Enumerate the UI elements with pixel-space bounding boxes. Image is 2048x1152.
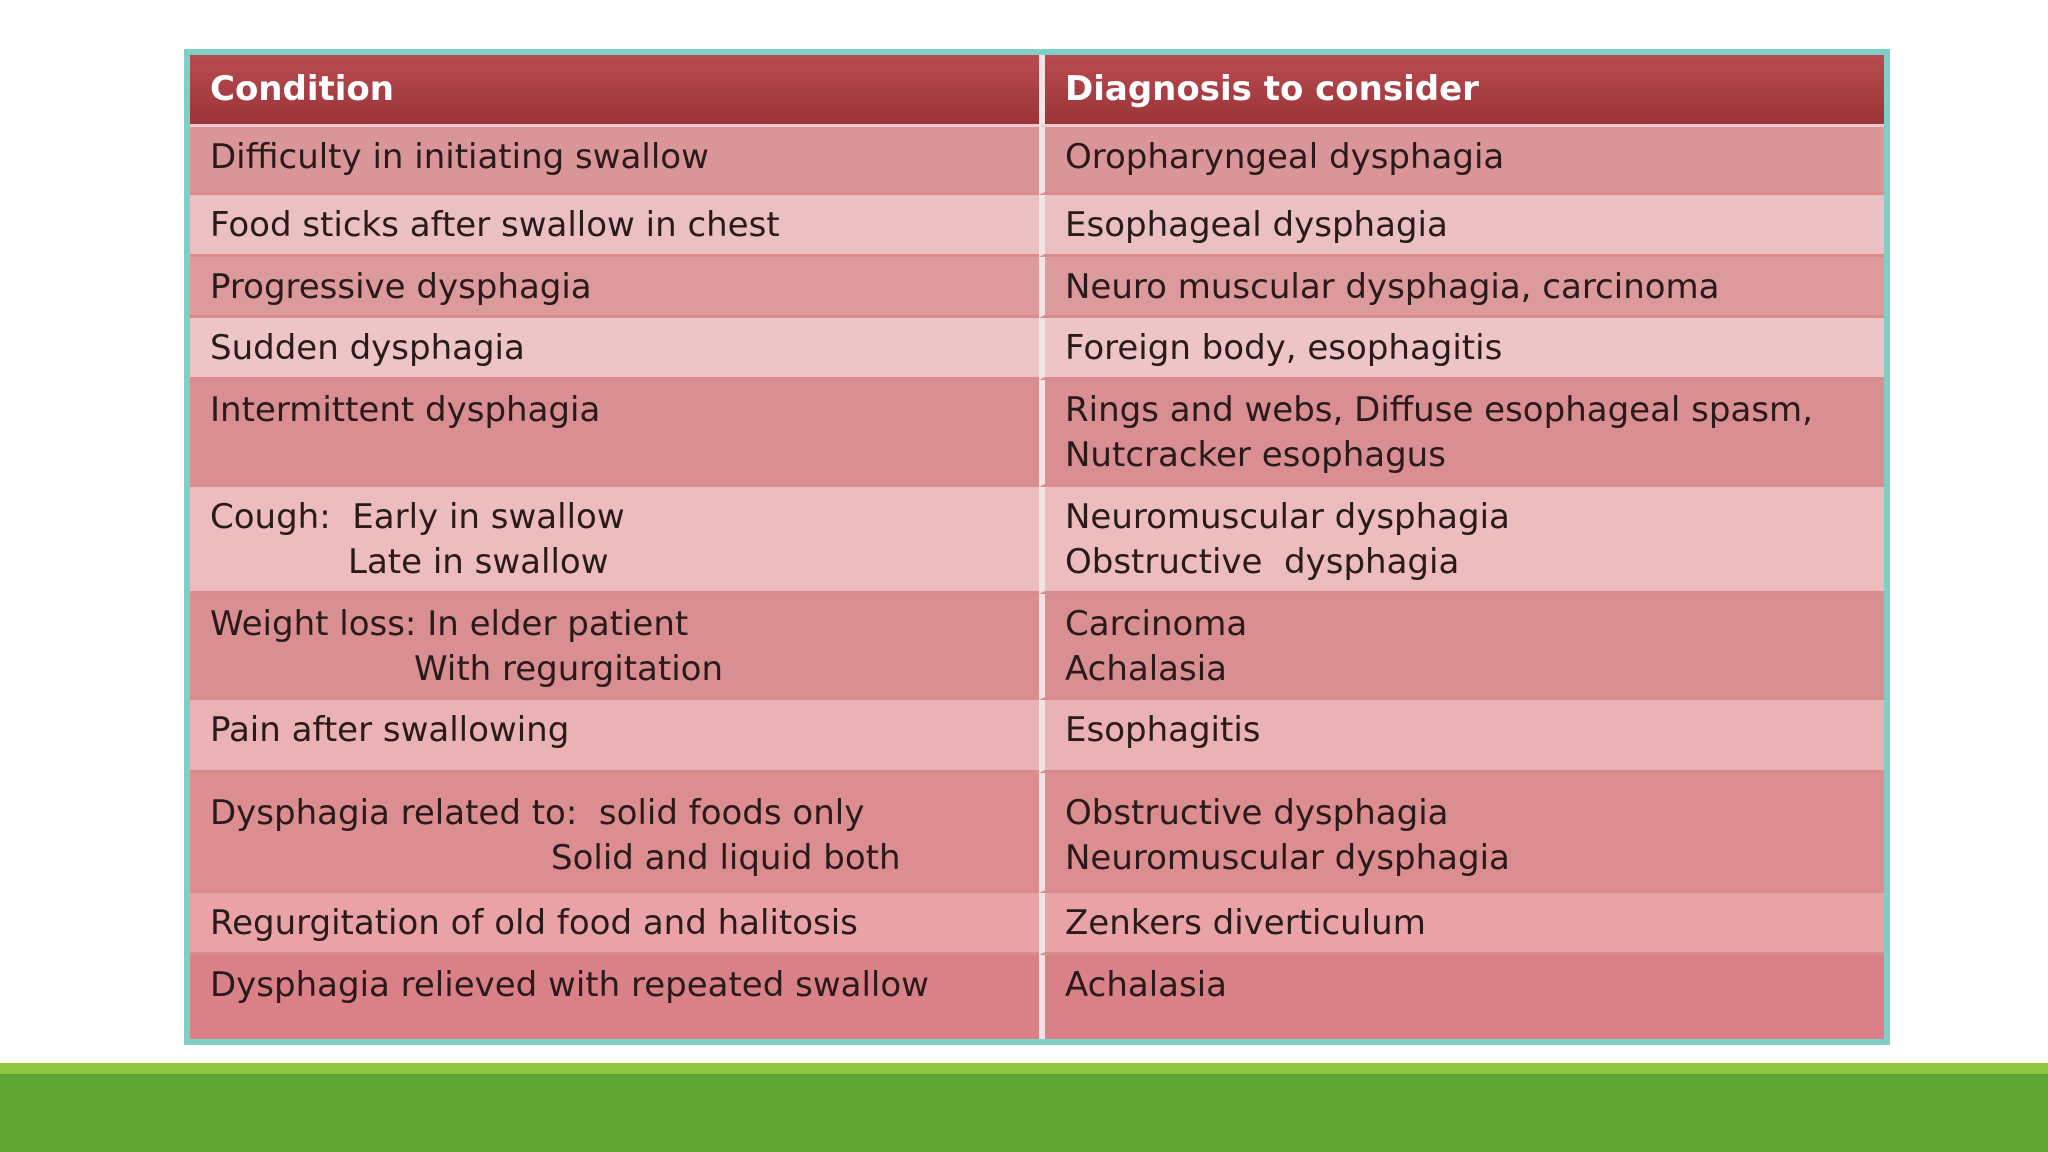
table-row	[190, 955, 1884, 1039]
table-row	[190, 773, 1884, 893]
condition-text: Cough: Early in swallow	[210, 497, 625, 537]
table-row	[190, 127, 1884, 195]
table-row	[190, 195, 1884, 257]
table-row	[190, 893, 1884, 955]
diagnosis-table	[190, 55, 1884, 1039]
table-header-row	[190, 55, 1884, 127]
diagnosis-cell	[1039, 318, 1884, 380]
condition-cell	[190, 700, 1039, 773]
diagnosis-cell	[1039, 487, 1884, 594]
condition-text: Dysphagia relieved with repeated swallow	[210, 965, 929, 1005]
diagnosis-text: Obstructive dysphagia	[1065, 542, 1460, 582]
table-row	[190, 594, 1884, 700]
condition-text: Weight loss: In elder patient	[210, 604, 689, 644]
diagnosis-cell	[1039, 127, 1884, 195]
condition-cell	[190, 318, 1039, 380]
table-row	[190, 487, 1884, 594]
condition-cell	[190, 195, 1039, 257]
condition-cell	[190, 594, 1039, 700]
condition-cell	[190, 127, 1039, 195]
condition-text: Progressive dysphagia	[210, 267, 592, 307]
diagnosis-text: Foreign body, esophagitis	[1065, 328, 1503, 368]
diagnosis-text: Esophageal dysphagia	[1065, 205, 1448, 245]
header-diagnosis: Diagnosis to consider	[1039, 55, 1884, 127]
condition-subtext: Late in swallow	[348, 542, 609, 582]
diagnosis-text: Neuromuscular dysphagia	[1065, 497, 1510, 537]
condition-text: Sudden dysphagia	[210, 328, 525, 368]
diagnosis-text: Achalasia	[1065, 965, 1228, 1005]
condition-cell	[190, 380, 1039, 487]
condition-text: Dysphagia related to: solid foods only	[210, 793, 865, 833]
diagnosis-text: Achalasia	[1065, 649, 1228, 689]
diagnosis-text: Neuromuscular dysphagia	[1065, 838, 1510, 878]
condition-cell	[190, 773, 1039, 893]
condition-cell	[190, 955, 1039, 1039]
table-container	[190, 55, 1884, 1039]
diagnosis-text: Obstructive dysphagia	[1065, 793, 1449, 833]
diagnosis-text: Esophagitis	[1065, 710, 1261, 750]
table-row	[190, 257, 1884, 318]
table-row	[190, 380, 1884, 487]
condition-cell	[190, 893, 1039, 955]
diagnosis-text: Oropharyngeal dysphagia	[1065, 137, 1505, 177]
diagnosis-text: Zenkers diverticulum	[1065, 903, 1426, 943]
diagnosis-text: Neuro muscular dysphagia, carcinoma	[1065, 267, 1720, 307]
diagnosis-cell	[1039, 380, 1884, 487]
footer-bar-highlight	[0, 1063, 2048, 1074]
condition-text: Pain after swallowing	[210, 710, 570, 750]
table-row	[190, 318, 1884, 380]
condition-text: Regurgitation of old food and halitosis	[210, 903, 858, 943]
diagnosis-cell	[1039, 257, 1884, 318]
table-frame	[184, 49, 1890, 1045]
condition-subtext: Solid and liquid both	[551, 838, 901, 878]
diagnosis-cell	[1039, 594, 1884, 700]
condition-text: Intermittent dysphagia	[210, 390, 601, 430]
condition-subtext: With regurgitation	[414, 649, 723, 689]
diagnosis-cell	[1039, 700, 1884, 773]
diagnosis-cell	[1039, 955, 1884, 1039]
diagnosis-cell	[1039, 773, 1884, 893]
condition-text: Food sticks after swallow in chest	[210, 205, 780, 245]
condition-text: Difficulty in initiating swallow	[210, 137, 709, 177]
condition-cell	[190, 487, 1039, 594]
diagnosis-cell	[1039, 195, 1884, 257]
header-condition: Condition	[190, 55, 1039, 127]
condition-cell	[190, 257, 1039, 318]
diagnosis-text: Nutcracker esophagus	[1065, 435, 1446, 475]
diagnosis-text: Carcinoma	[1065, 604, 1248, 644]
diagnosis-text: Rings and webs, Diffuse esophageal spasm,	[1065, 390, 1813, 430]
footer-bar	[0, 1063, 2048, 1152]
table-row	[190, 700, 1884, 773]
diagnosis-cell	[1039, 893, 1884, 955]
